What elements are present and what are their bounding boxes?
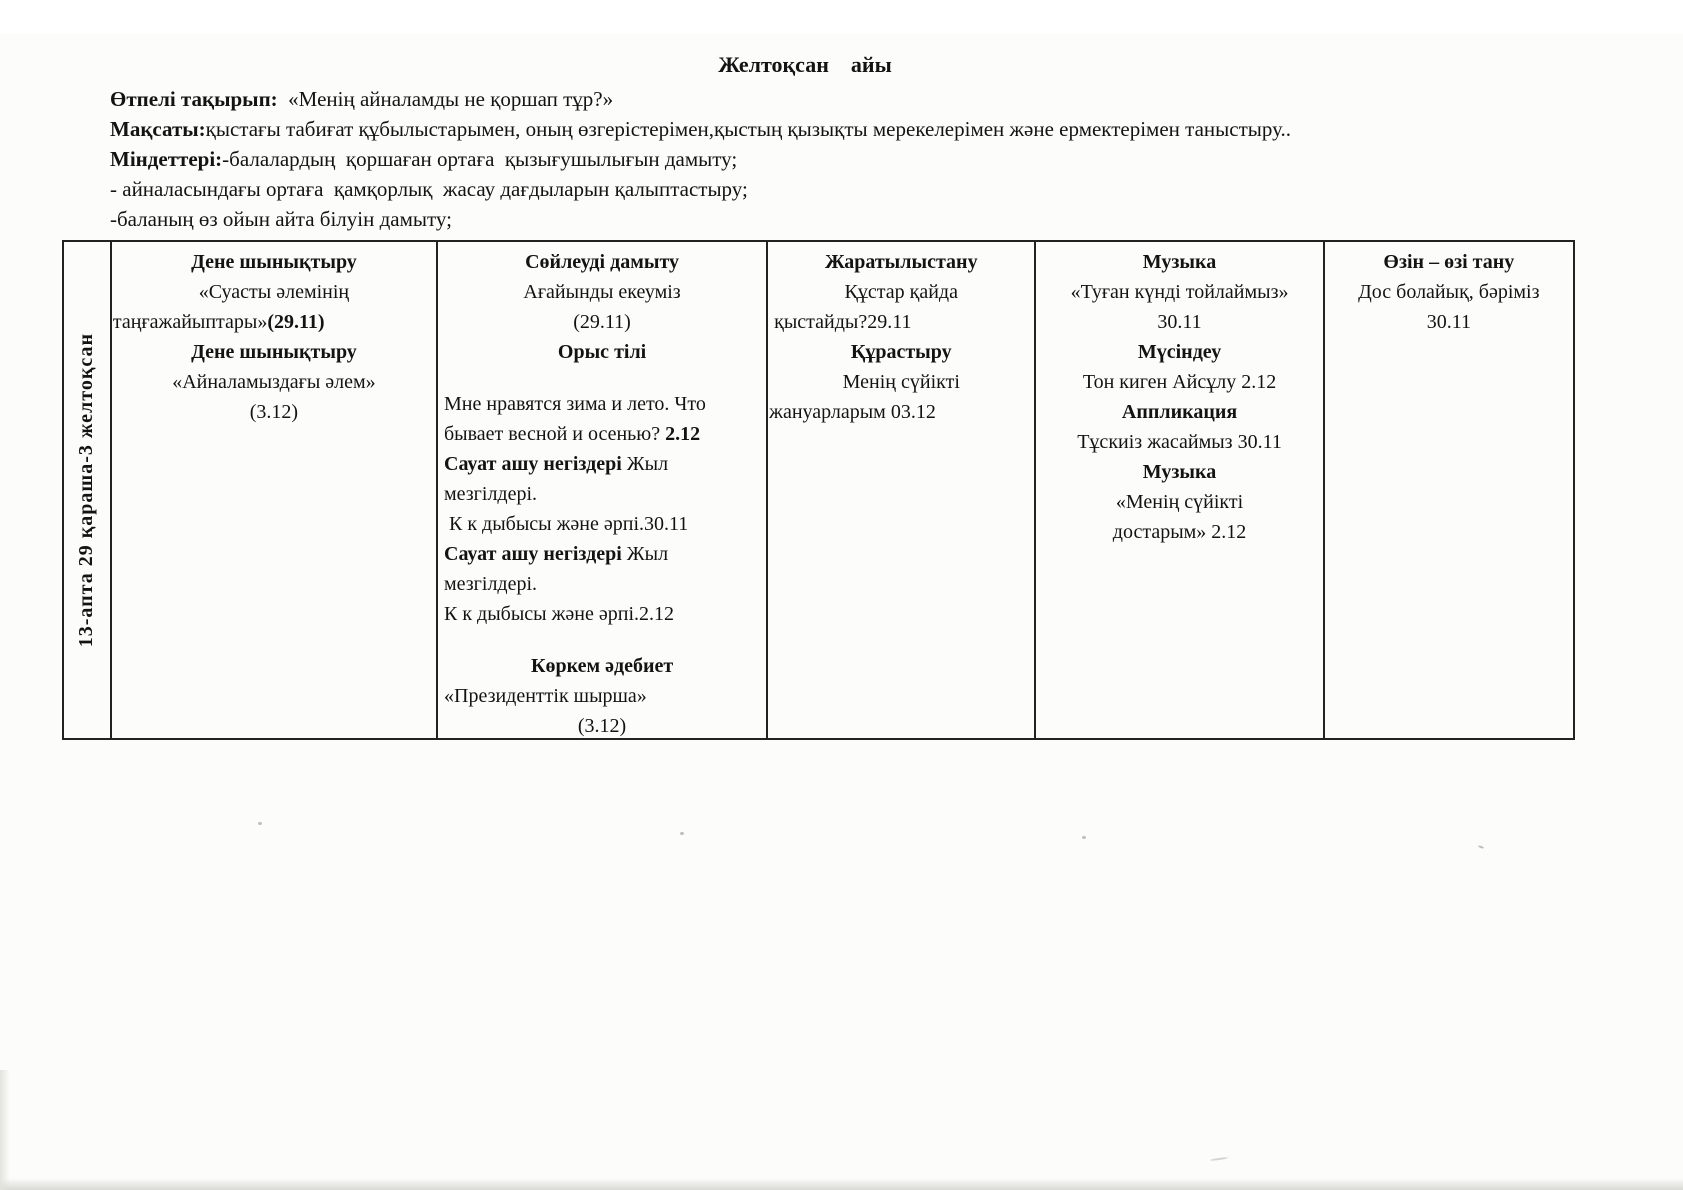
intro-line-task2	[110, 174, 1500, 204]
cell-line	[444, 509, 760, 539]
cell-line	[1042, 367, 1316, 397]
intro-line-task3	[110, 204, 1500, 234]
cell-line	[1042, 517, 1316, 547]
cell-line	[1331, 247, 1567, 277]
cell-line	[444, 651, 760, 681]
text-segment: Жаратылыстану	[824, 251, 978, 273]
scan-speck	[1210, 1157, 1228, 1161]
text-segment: (3.12)	[577, 715, 627, 737]
intro-label: Мақсаты:	[110, 117, 206, 141]
cell-line	[118, 247, 430, 277]
page-title: Желтоқсан айы	[718, 52, 892, 77]
scan-top-strip	[0, 0, 1683, 34]
text-segment: Сауат ашу негіздері	[444, 453, 622, 475]
cell-line	[444, 449, 760, 479]
text-segment: Мне нравятся зима и лето. Что	[444, 393, 706, 415]
cell-line	[444, 539, 760, 569]
text-segment: (29.11)	[573, 311, 631, 333]
text-segment: (3.12)	[249, 401, 299, 423]
intro-text: - айналасындағы ортаға қамқорлық жасау дағдыларын қалыптастыру;	[110, 177, 748, 201]
intro-line-theme	[110, 84, 1500, 114]
cell-line	[1042, 427, 1316, 457]
cell-line	[774, 367, 1028, 397]
text-segment: Дене шынықтыру	[191, 341, 357, 363]
text-segment: таңғажайыптары»	[112, 311, 268, 333]
column-soileudi-damytu	[438, 242, 768, 738]
cell-line	[118, 367, 430, 397]
intro-label: Міндеттері:	[110, 147, 223, 171]
cell-line	[118, 397, 430, 427]
cell-line	[113, 307, 430, 337]
column-muzyka	[1036, 242, 1324, 738]
text-segment: Құрастыру	[850, 341, 952, 363]
scan-speck	[258, 822, 262, 825]
cell-line	[444, 599, 760, 629]
text-segment: мезгілдері.	[444, 483, 538, 505]
text-segment: Музыка	[1142, 251, 1217, 273]
text-segment: 30.11	[1426, 311, 1471, 333]
document-header	[110, 52, 1500, 234]
scan-speck	[1082, 836, 1086, 839]
cell-line	[444, 307, 760, 337]
text-segment: Дене шынықтыру	[191, 251, 357, 273]
text-segment: «Менің сүйікті	[1115, 491, 1244, 513]
cell-line	[774, 307, 1028, 337]
intro-text: «Менің айналамды не қоршап тұр?»	[277, 87, 614, 111]
weekly-plan-table	[62, 240, 1575, 740]
cell-line	[1331, 277, 1567, 307]
cell-line	[118, 277, 430, 307]
cell-line	[1042, 397, 1316, 427]
text-segment: Ағайынды екеуміз	[523, 281, 681, 303]
text-segment: Сөйлеуді дамыту	[525, 251, 680, 273]
text-segment: Орыс тілі	[557, 341, 647, 363]
cell-line	[444, 569, 760, 599]
cell-line	[444, 479, 760, 509]
text-segment: «Суасты әлемінің	[198, 281, 350, 303]
cell-line	[1042, 307, 1316, 337]
text-segment: Дос болайық, бәріміз	[1358, 281, 1540, 303]
intro-text: -баланың өз ойын айта білуін дамыту;	[110, 207, 452, 231]
cell-line	[444, 367, 760, 389]
cell-line	[1042, 457, 1316, 487]
cell-line	[1042, 337, 1316, 367]
text-segment: К к дыбысы және әрпі.30.11	[444, 513, 689, 535]
text-segment: бывает весной и осенью?	[444, 423, 666, 445]
text-segment: Тон киген Айсұлу 2.12	[1082, 371, 1277, 393]
scan-corner-shadow	[0, 1070, 10, 1190]
text-segment: Көркем әдебиет	[530, 655, 674, 677]
text-segment: Өзін – өзі тану	[1383, 251, 1515, 273]
cell-line	[444, 681, 760, 711]
cell-line	[444, 419, 760, 449]
text-segment: Жыл	[621, 453, 669, 475]
intro-label: Өтпелі тақырып:	[110, 87, 278, 111]
intro-line-tasks	[110, 144, 1500, 174]
column-ozin-ozi-tanu	[1325, 242, 1573, 738]
scan-speck	[1478, 845, 1484, 849]
text-segment: «Туған күнді тойлаймыз»	[1070, 281, 1289, 303]
cell-line	[444, 711, 760, 741]
cell-line	[118, 337, 430, 367]
text-segment: Құстар қайда	[844, 281, 958, 303]
column-zharatylystanu	[768, 242, 1036, 738]
cell-line	[444, 629, 760, 651]
text-segment: достарым» 2.12	[1112, 521, 1247, 543]
cell-line	[1331, 307, 1567, 337]
text-segment: Сауат ашу негіздері	[444, 543, 622, 565]
text-segment: Аппликация	[1121, 401, 1238, 423]
text-segment: Менің сүйікті	[842, 371, 960, 393]
cell-line	[774, 337, 1028, 367]
intro-text: қыстағы табиғат құбылыстарымен, оның өзгерістерімен,қыстың қызықты мерекелерімен және ермектерімен таныстыру..	[205, 117, 1291, 141]
cell-line	[444, 337, 760, 367]
text-segment: 2.12	[665, 423, 701, 445]
text-segment: «Президенттік шырша»	[444, 685, 647, 707]
week-label: 13-апта 29 қараша-3 желтоқсан	[75, 332, 98, 648]
week-label-cell	[64, 242, 112, 738]
text-segment: Музыка	[1142, 461, 1217, 483]
cell-line	[1042, 487, 1316, 517]
cell-line	[774, 277, 1028, 307]
cell-line	[774, 247, 1028, 277]
cell-line	[444, 389, 760, 419]
column-dene-shynyqtyru	[112, 242, 438, 738]
scan-bottom-shadow	[0, 1178, 1683, 1190]
text-segment: жануарларым 03.12	[769, 401, 936, 423]
text-segment: мезгілдері.	[444, 573, 538, 595]
intro-line-goal	[110, 114, 1500, 144]
cell-line	[769, 397, 1028, 427]
text-segment: Тұскиіз жасаймыз 30.11	[1077, 431, 1282, 453]
cell-line	[1042, 277, 1316, 307]
cell-line	[444, 247, 760, 277]
text-segment: 30.11	[1157, 311, 1202, 333]
cell-line	[444, 277, 760, 307]
text-segment: Мүсіндеу	[1137, 341, 1222, 363]
scan-speck	[680, 832, 684, 835]
text-segment: К к дыбысы және әрпі.2.12	[444, 603, 675, 625]
text-segment: қыстайды?29.11	[774, 311, 912, 333]
text-segment: (29.11)	[267, 311, 325, 333]
text-segment: Жыл	[621, 543, 669, 565]
cell-line	[1042, 247, 1316, 277]
intro-text: -балалардың қоршаған ортаға қызығушылығын дамыту;	[222, 147, 738, 171]
text-segment: «Айналамыздағы әлем»	[172, 371, 376, 393]
